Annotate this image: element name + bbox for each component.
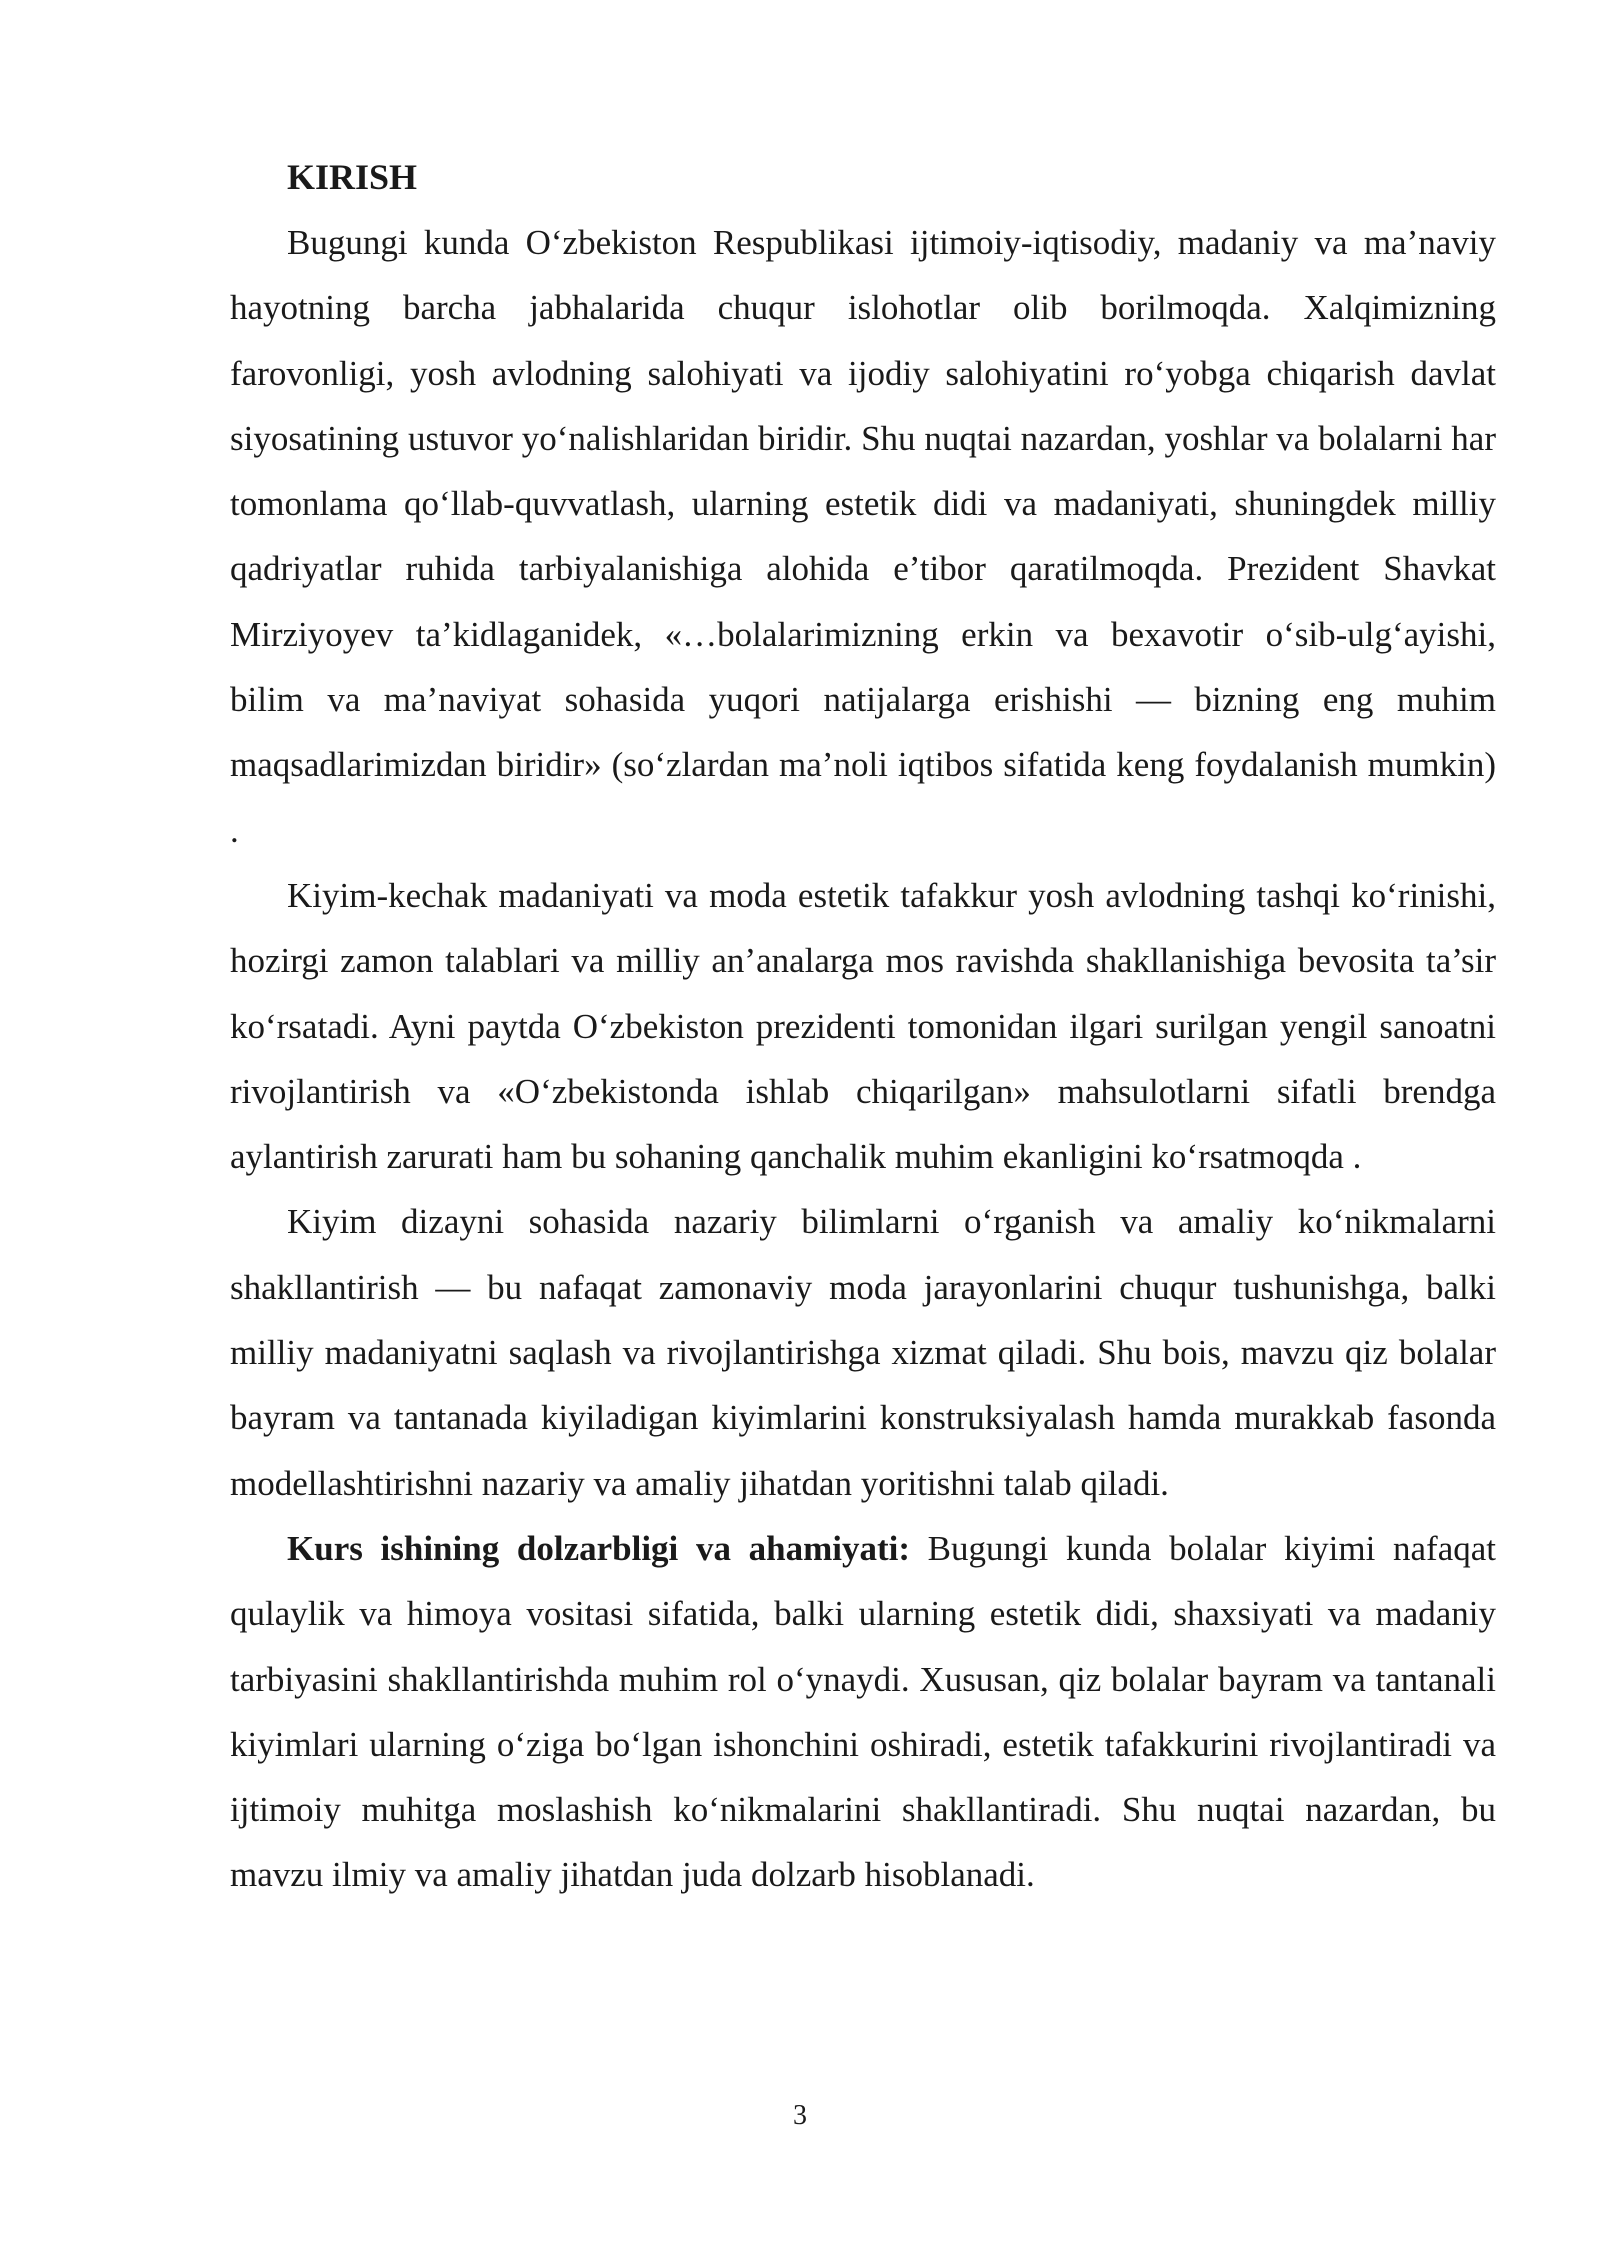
document-page <box>230 145 1496 1908</box>
page-number: 3 <box>793 2100 807 2131</box>
paragraph-text: Bugungi kunda bolalar kiyimi nafaqat qulaylik va himoya vositasi sifatida, balki ularning estetik didi, shaxsiyati va madaniy tarbiyasini shakllantirishda muhim rol o‘ynaydi. Xususan, qiz bolalar bayram va tantanali kiyimlari ularning o‘ziga bo‘lgan ishonchini oshiradi, estetik tafakkurini rivojlantiradi va ijtimoiy muhitga moslashish ko‘nikmalarini shakllantiradi. Shu nuqtai nazardan, bu mavzu ilmiy va amaliy jihatdan juda dolzarb hisoblanadi. <box>230 1528 1497 1895</box>
paragraph-text: Bugungi kunda O‘zbekiston Respublikasi ijtimoiy-iqtisodiy, madaniy va ma’naviy hayotning barcha jabhalarida chuqur islohotlar olib borilmoqda. Xalqimizning farovonligi, yosh avlodning salohiyati va ijodiy salohiyatini ro‘yobga chiqarish davlat siyosatining ustuvor yo‘nalishlaridan biridir. Shu nuqtai nazardan, yoshlar va bolalarni har tomonlama qo‘llab-quvvatlash, ularning estetik didi va madaniyati, shuningdek milliy qadriyatlar ruhida tarbiyalanishiga alohida e’tibor qaratilmoqda. Prezident Shavkat Mirziyoyev ta’kidlaganidek, «…bolalarimizning erkin va bexavotir o‘sib-ulg‘ayishi, bilim va ma’naviyat sohasida yuqori natijalarga erishishi — bizning eng muhim maqsadlarimizdan biridir» (so‘zlardan ma’noli iqtibos sifatida keng foydalanish mumkin) . <box>230 223 1496 850</box>
paragraph-text: Kiyim-kechak madaniyati va moda estetik tafakkur yosh avlodning tashqi ko‘rinishi, hozirgi zamon talablari va milliy an’analarga mos ravishda shakllanishiga bevosita ta’sir ko‘rsatadi. Ayni paytda O‘zbekiston prezidenti tomonidan ilgari surilgan yengil sanoatni rivojlantirish va «O‘zbekistonda ishlab chiqarilgan» mahsulotlarni sifatli brendga aylantirish zarurati ham bu sohaning qanchalik muhim ekanligini ko‘rsatmoqda . <box>230 875 1496 1177</box>
paragraph-text: Kiyim dizayni sohasida nazariy bilimlarni o‘rganish va amaliy ko‘nikmalarni shakllantirish — bu nafaqat zamonaviy moda jarayonlarini chuqur tushunishga, balki milliy madaniyatni saqlash va rivojlantirishga xizmat qiladi. Shu bois, mavzu qiz bolalar bayram va tantanada kiyiladigan kiyimlarini konstruksiyalash hamda murakkab fasonda modellashtirishni nazariy va amaliy jihatdan yoritishni talab qiladi. <box>230 1202 1496 1503</box>
paragraph-clothing-culture <box>230 863 1496 1189</box>
paragraph-lead: Kurs ishining dolzarbligi va ahamiyati: <box>287 1528 910 1568</box>
paragraph-clothing-design <box>230 1189 1496 1515</box>
section-heading: KIRISH <box>287 157 418 197</box>
paragraph-relevance <box>230 1516 1496 1908</box>
paragraph-intro <box>230 210 1496 863</box>
